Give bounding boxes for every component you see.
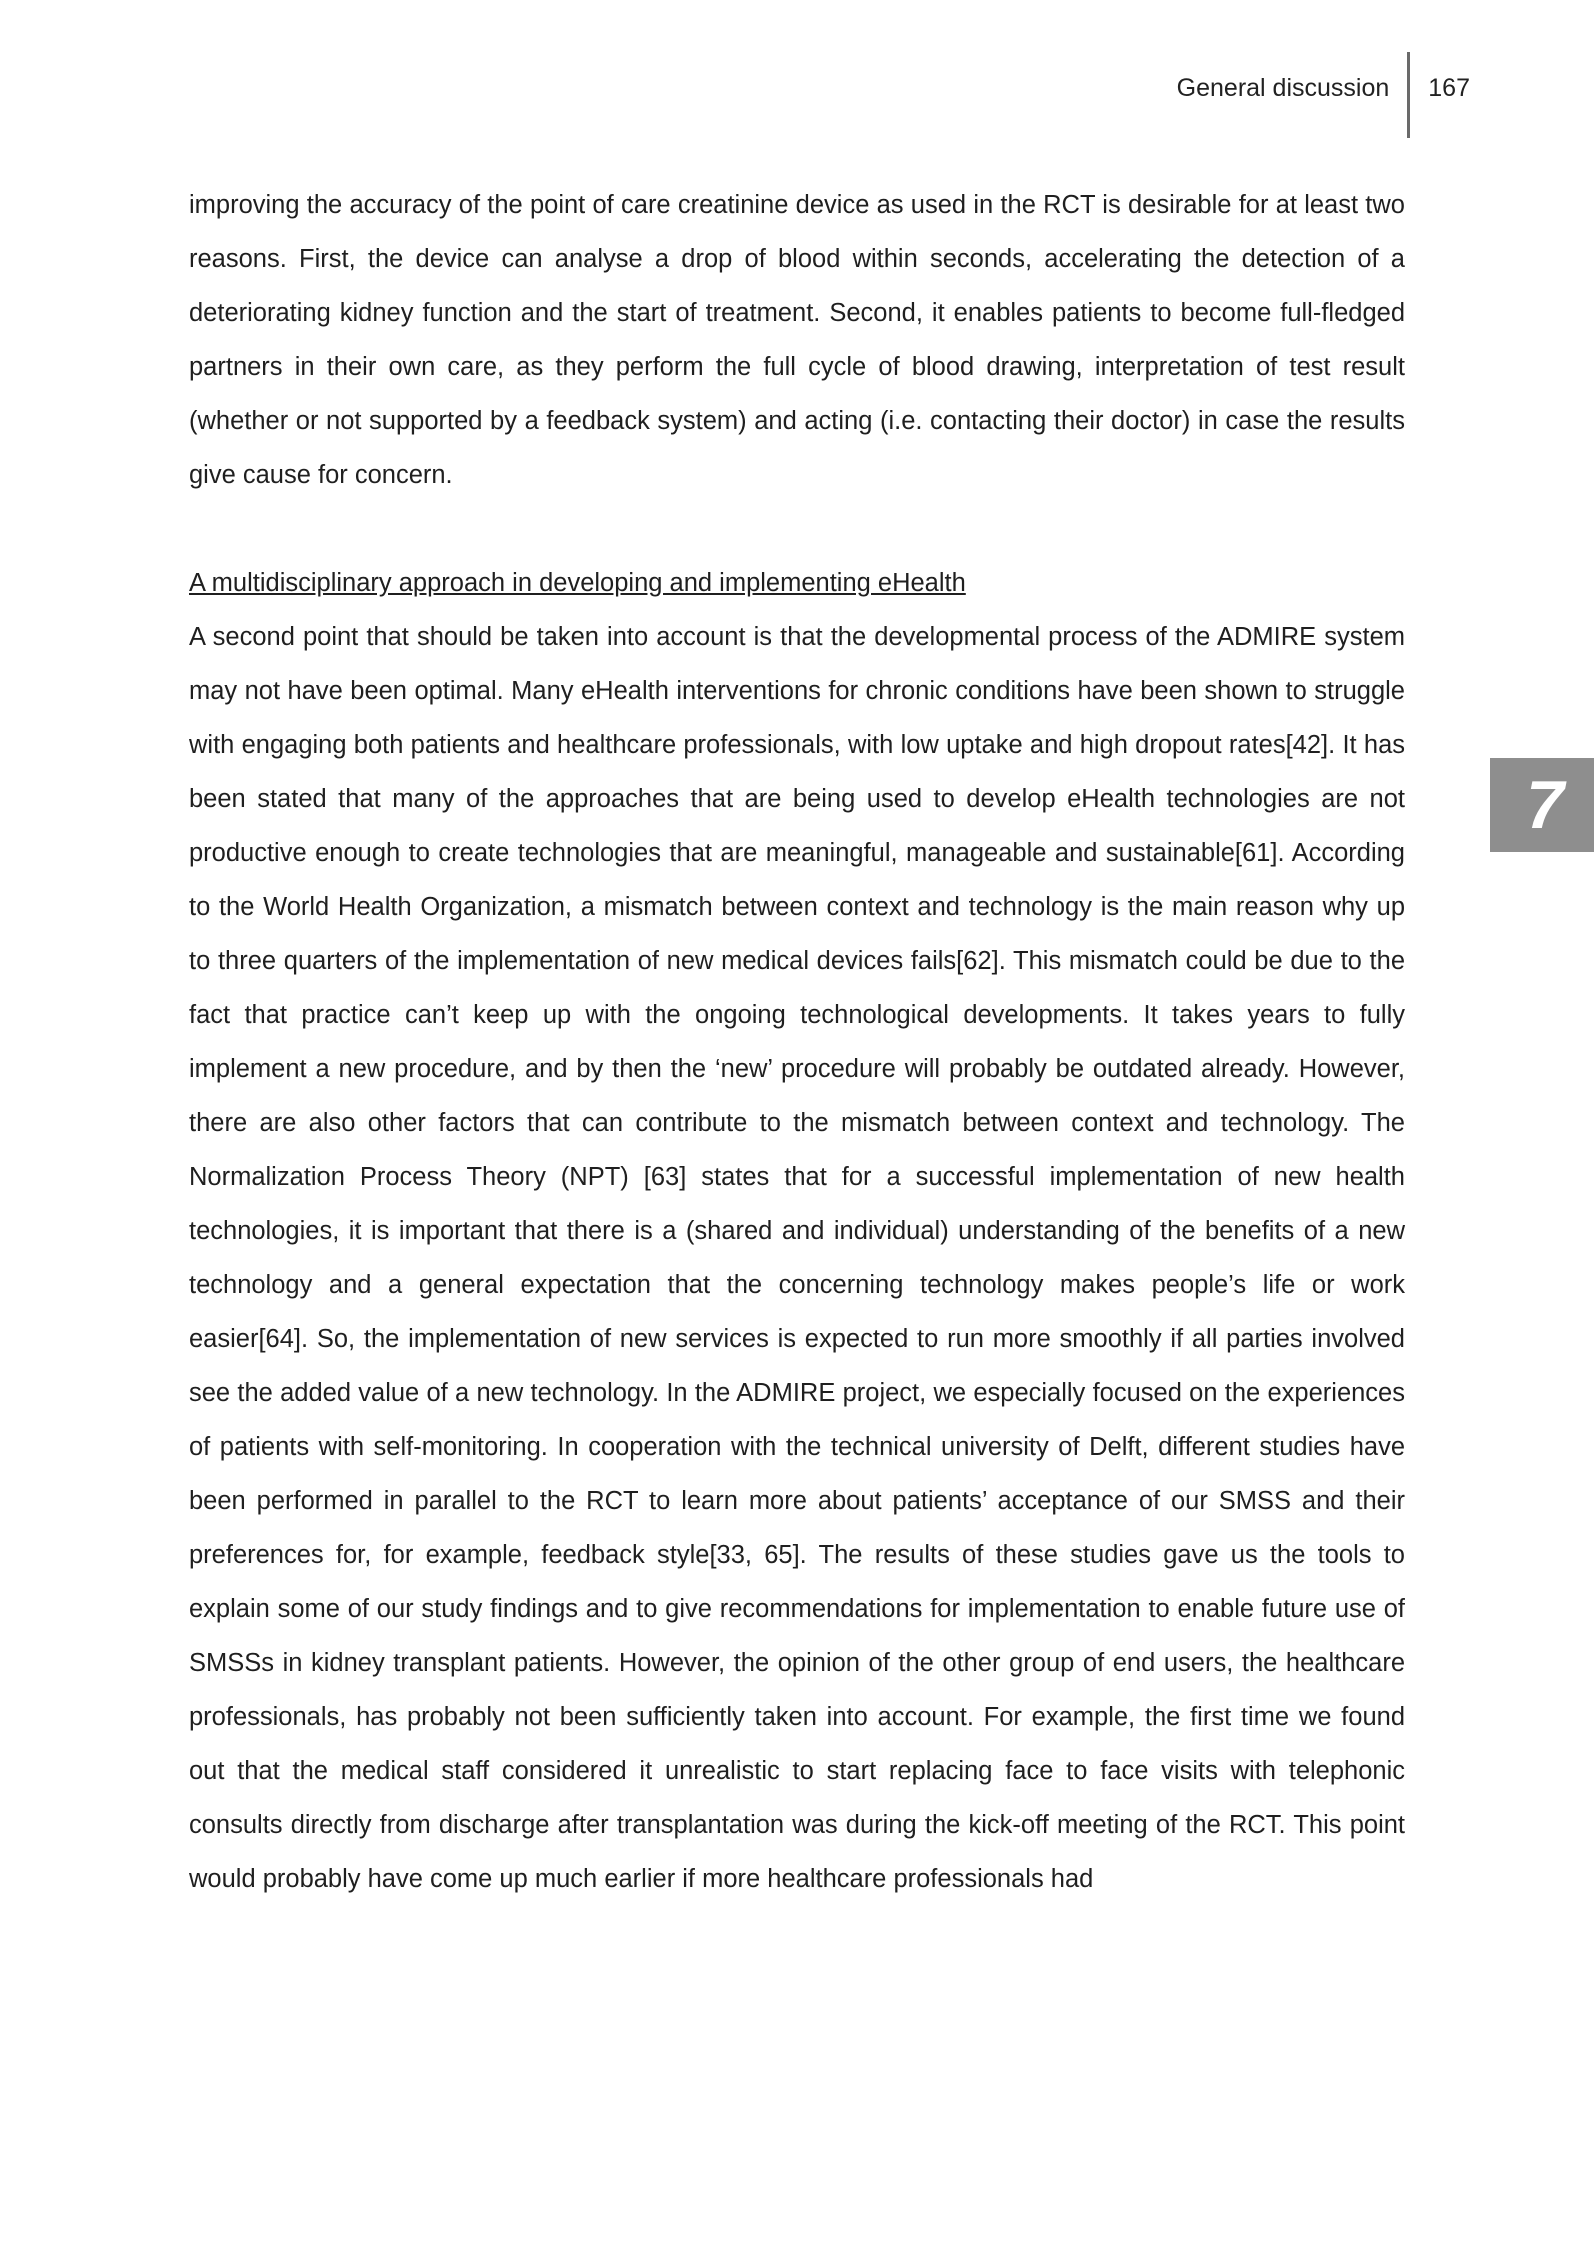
running-header-section-name: General discussion: [1176, 74, 1390, 102]
text-body: [189, 178, 1405, 1906]
running-header: [1177, 52, 1470, 138]
paragraph-2: A second point that should be taken into account is that the developmental process of the ADMIRE system may not have been optimal. Many eHealth interventions for chronic conditions have been shown to struggle with engaging both patients and healthcare professionals, with low uptake and high dropout rates[42]. It has been stated that many of the approaches that are being used to develop eHealth technologies are not productive enough to create technologies that are meaningful, manageable and sustainable[61]. According to the World Health Organization, a mismatch between context and technology is the main reason why up to three quarters of the implementation of new medical devices fails[62]. This mismatch could be due to the fact that practice can’t keep up with the ongoing technological developments. It takes years to fully implement a new procedure, and by then the ‘new’ procedure will probably be outdated already. However, there are also other factors that can contribute to the mismatch between context and technology. The Normalization Process Theory (NPT) [63] states that for a successful implementation of new health technologies, it is important that there is a (shared and individual) understanding of the benefits of a new technology and a general expectation that the concerning technology makes people’s life or work easier[64]. So, the implementation of new services is expected to run more smoothly if all parties involved see the added value of a new technology. In the ADMIRE project, we especially focused on the experiences of patients with self-monitoring. In cooperation with the technical university of Delft, different studies have been performed in parallel to the RCT to learn more about patients’ acceptance of our SMSS and their preferences for, for example, feedback style[33, 65]. The results of these studies gave us the tools to explain some of our study findings and to give recommendations for implementation to enable future use of SMSSs in kidney transplant patients. However, the opinion of the other group of end users, the healthcare professionals, has probably not been sufficiently taken into account. For example, the first time we found out that the medical staff considered it unrealistic to start replacing face to face visits with telephonic consults directly from discharge after transplantation was during the kick-off meeting of the RCT. This point would probably have come up much earlier if more healthcare professionals had: [189, 623, 1405, 1893]
page-number: 167: [1428, 74, 1470, 102]
paragraph-1: improving the accuracy of the point of care creatinine device as used in the RCT is desirable for at least two reasons. First, the device can analyse a drop of blood within seconds, accelerating the detection of a deteriorating kidney function and the start of treatment. Second, it enables patients to become full-fledged partners in their own care, as they perform the full cycle of blood drawing, interpretation of test result (whether or not supported by a feedback system) and acting (i.e. contacting their doctor) in case the results give cause for concern.: [189, 191, 1405, 489]
chapter-tab-number: 7: [1526, 767, 1564, 843]
section-heading: A multidisciplinary approach in developing and implementing eHealth: [189, 569, 966, 597]
paragraph-gap: [189, 502, 1405, 556]
chapter-tab: [1490, 758, 1594, 852]
